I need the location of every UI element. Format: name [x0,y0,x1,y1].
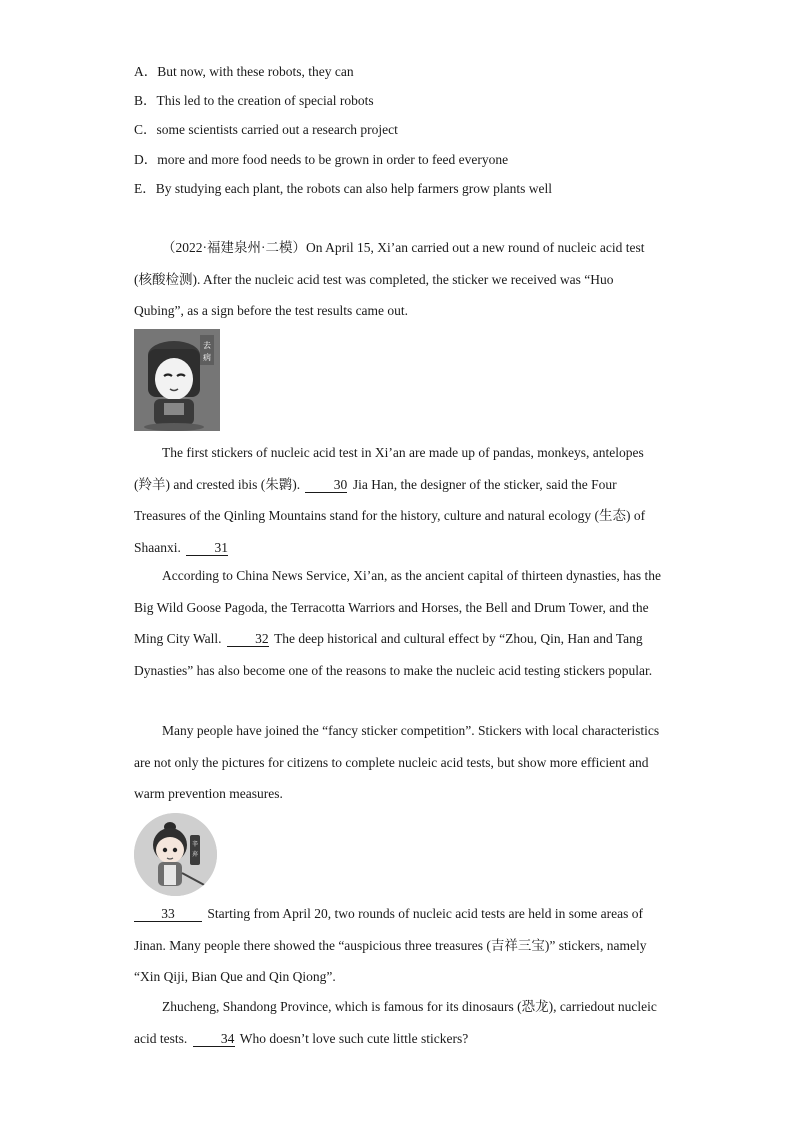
option-letter: C． [134,122,157,137]
option-e [134,180,552,198]
huo-qubing-sticker-image [134,329,220,431]
option-c [134,121,398,139]
paragraph-text: According to China News Service, Xi’an, as the ancient capital of thirteen dynasties, has the Big Wild Goose Pagoda, the Terracotta Warriors and Horses, the Bell and Drum Tower, and the Ming City Wall. [134,568,661,646]
option-letter: D． [134,152,158,167]
passage-paragraph-4 [134,898,664,993]
option-text: some scientists carried out a research project [156,122,398,137]
svg-text:辛: 辛 [191,841,199,848]
cartoon-scholar-icon [134,813,217,896]
paragraph-text: Jia Han, the designer of the sticker, said the Four Treasures of the Qinling Mountains stand for the history, culture and natural ecology (生态) of Shaanxi. [134,476,646,555]
option-text: This led to the creation of special robots [156,93,374,108]
option-text: more and more food needs to be grown in order to feed everyone [157,152,509,167]
passage-paragraph-5 [134,991,664,1054]
paragraph-text: Zhucheng, Shandong Province, which is famous for its dinosaurs (恐龙), carriedout nucleic acid tests. [134,999,657,1046]
warrior-figure-icon [134,329,220,431]
paragraph-text: Who doesn’t love such cute little stickers? [239,1030,469,1046]
blank-33[interactable]: 33 [134,907,202,922]
option-a [134,63,354,81]
passage-paragraph-3: Many people have joined the “fancy sticker competition”. Stickers with local characteristics are not only the pictures for citizens to complete nucleic acid tests, but show more efficient and warm prevention measures. [134,723,660,801]
option-letter: B． [134,93,157,108]
passage-intro: （2022·福建泉州·二模）On April 15, Xi’an carried out a new round of nucleic acid test (核酸检测). After the nucleic acid test was completed, the sticker we received was “Huo Qubing”, as a sign before the test results came out. [134,240,645,318]
option-text: By studying each plant, the robots can also help farmers grow plants well [155,181,553,196]
option-letter: E． [134,181,156,196]
paragraph-text: The first stickers of nucleic acid test in Xi’an are made up of pandas, monkeys, antelopes (羚羊) and crested ibis (朱鹮). [134,445,644,492]
option-text: But now, with these robots, they can [157,64,354,79]
svg-text:弃: 弃 [191,851,199,858]
blank-32[interactable]: 32 [227,632,269,647]
option-b [134,92,374,110]
blank-34[interactable]: 34 [193,1032,235,1047]
option-letter: A． [134,64,158,79]
svg-text:去: 去 [203,341,211,350]
paragraph-text: The deep historical and cultural effect by “Zhou, Qin, Han and Tang Dynasties” has also become one of the reasons to make the nucleic acid testing stickers popular. [134,631,653,678]
paragraph-text: Starting from April 20, two rounds of nucleic acid tests are held in some areas of Jinan. Many people there showed the “auspicious three treasures (吉祥三宝)” stickers, namely “Xin Qiji, Bian Que and Qin Qiong”. [134,906,647,984]
passage-paragraph-2 [134,560,664,686]
passage-paragraph-1 [134,437,664,563]
sticker-character-image [134,813,217,896]
blank-31[interactable]: 31 [186,541,228,556]
option-d [134,151,508,169]
blank-30[interactable]: 30 [305,478,347,493]
svg-text:病: 病 [203,353,211,362]
